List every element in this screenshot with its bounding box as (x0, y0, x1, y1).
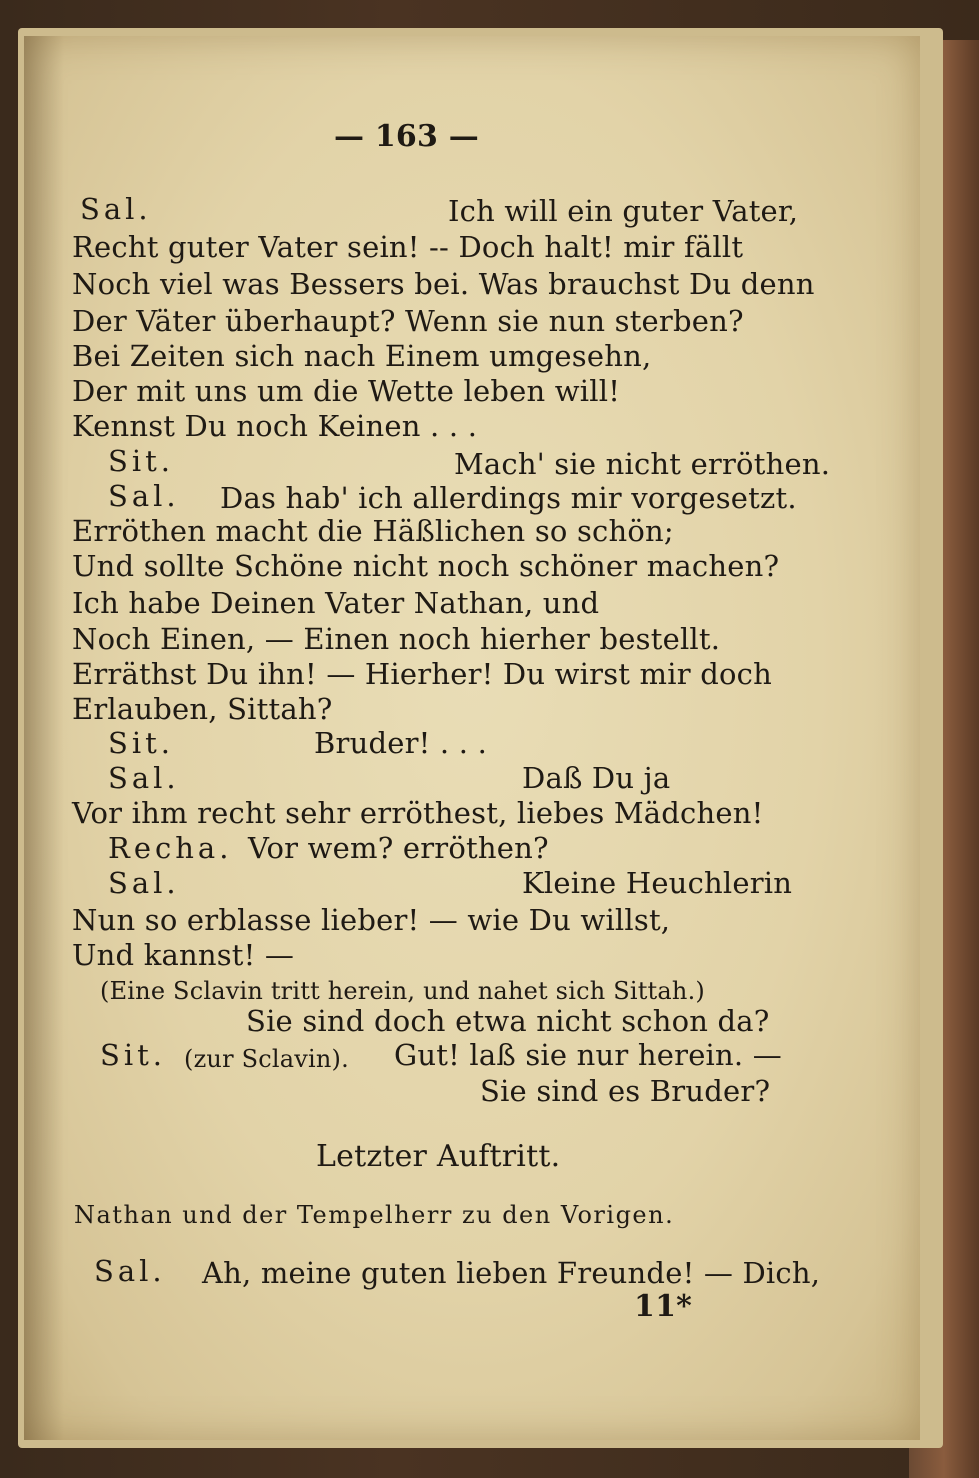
verse-line: Erlauben, Sittah? (72, 692, 333, 726)
speaker-label: Sal. (108, 866, 180, 900)
speaker-label: Sal. (108, 761, 180, 795)
verse-line: Sie sind doch etwa nicht schon da? (246, 1004, 770, 1038)
page-text (24, 36, 920, 1440)
verse-line: Sie sind es Bruder? (480, 1074, 771, 1108)
speaker-label: Sit. (108, 726, 175, 760)
verse-line: Bei Zeiten sich nach Einem umgesehn, (72, 339, 652, 373)
verse-line: Kennst Du noch Keinen . . . (72, 409, 478, 443)
speaker-label: Sit. (100, 1038, 167, 1072)
verse-line: Ich will ein guter Vater, (448, 194, 799, 228)
verse-line: Das hab' ich allerdings mir vorgesetzt. (220, 481, 797, 515)
verse-line: Der Väter überhaupt? Wenn sie nun sterben? (72, 304, 744, 338)
scene-persons: Nathan und der Tempelherr zu den Vorigen. (74, 1201, 675, 1229)
verse-line: Noch viel was Bessers bei. Was brauchst Du denn (72, 267, 815, 301)
verse-line: Ah, meine guten lieben Freunde! — Dich, (202, 1256, 821, 1290)
verse-line: Daß Du ja (522, 761, 671, 795)
verse-line: Recht guter Vater sein! -- Doch halt! mir fällt (72, 230, 744, 264)
verse-line: Vor wem? erröthen? (248, 831, 549, 865)
verse-line: Nun so erblasse lieber! — wie Du willst, (72, 903, 671, 937)
verse-line: Und sollte Schöne nicht noch schöner machen? (72, 549, 780, 583)
verse-line: Vor ihm recht sehr erröthest, liebes Mädchen! (72, 796, 764, 830)
verse-line: Und kannst! — (72, 938, 295, 972)
verse-line: Noch Einen, — Einen noch hierher bestellt. (72, 622, 721, 656)
signature-mark: 11* (634, 1289, 693, 1324)
book-page (24, 36, 920, 1440)
verse-line: Erräthst Du ihn! — Hierher! Du wirst mir doch (72, 657, 772, 691)
scene-heading: Letzter Auftritt. (316, 1139, 561, 1174)
verse-line: Ich habe Deinen Vater Nathan, und (72, 586, 600, 620)
speaker-label: Sal. (108, 479, 180, 513)
stage-direction: (Eine Sclavin tritt herein, und nahet sich Sittah.) (100, 977, 705, 1005)
verse-line: Kleine Heuchlerin (522, 866, 793, 900)
speaker-label: Recha. (108, 831, 233, 865)
verse-line: Gut! laß sie nur herein. — (394, 1038, 782, 1072)
page-number: — 163 — (334, 119, 479, 154)
speaker-label: Sal. (80, 192, 152, 226)
verse-line: Bruder! . . . (314, 726, 488, 760)
verse-line: Erröthen macht die Häßlichen so schön; (72, 514, 674, 548)
speaker-label: Sit. (108, 444, 175, 478)
stage-direction: (zur Sclavin). (184, 1045, 349, 1073)
speaker-label: Sal. (94, 1254, 166, 1288)
verse-line: Mach' sie nicht erröthen. (454, 447, 831, 481)
verse-line: Der mit uns um die Wette leben will! (72, 374, 621, 408)
